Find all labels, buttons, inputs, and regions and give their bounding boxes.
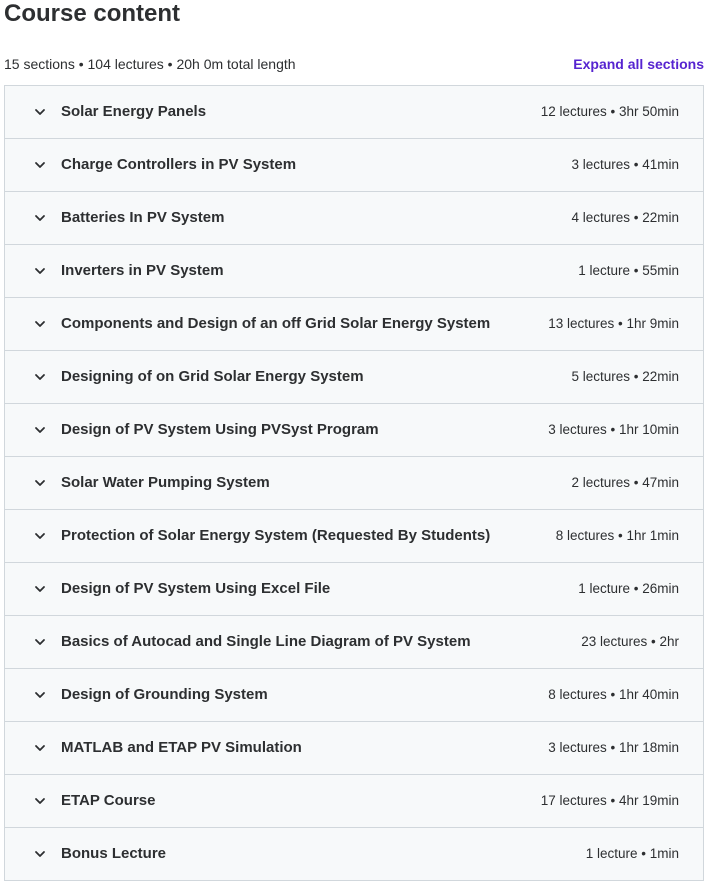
section-list xyxy=(4,85,704,881)
section-title: Components and Design of an off Grid Solar Energy System xyxy=(61,315,491,332)
section-row[interactable] xyxy=(5,775,703,828)
chevron-down-icon[interactable] xyxy=(33,264,47,278)
section-meta: 13 lectures • 1hr 9min xyxy=(548,316,679,331)
section-meta: 3 lectures • 41min xyxy=(571,157,679,172)
chevron-down-icon[interactable] xyxy=(33,317,47,331)
chevron-down-icon[interactable] xyxy=(33,794,47,808)
section-title: Designing of on Grid Solar Energy System xyxy=(61,368,364,385)
section-title: Bonus Lecture xyxy=(61,845,167,862)
chevron-down-icon[interactable] xyxy=(33,688,47,702)
section-row[interactable] xyxy=(5,86,703,139)
section-title: Design of Grounding System xyxy=(61,686,268,703)
section-meta: 12 lectures • 3hr 50min xyxy=(540,104,679,119)
section-title: Charge Controllers in PV System xyxy=(61,156,297,173)
section-title: Basics of Autocad and Single Line Diagram of PV System xyxy=(61,633,471,650)
section-title: Design of PV System Using PVSyst Program xyxy=(61,421,379,438)
chevron-down-icon[interactable] xyxy=(33,741,47,755)
chevron-down-icon[interactable] xyxy=(33,582,47,596)
chevron-down-icon[interactable] xyxy=(33,158,47,172)
section-row[interactable] xyxy=(5,828,703,881)
section-meta: 23 lectures • 2hr xyxy=(581,634,679,649)
section-row[interactable] xyxy=(5,669,703,722)
section-row[interactable] xyxy=(5,457,703,510)
section-meta: 3 lectures • 1hr 18min xyxy=(548,740,679,755)
section-title: Inverters in PV System xyxy=(61,262,224,279)
section-meta: 3 lectures • 1hr 10min xyxy=(548,422,679,437)
section-row[interactable] xyxy=(5,510,703,563)
section-title: MATLAB and ETAP PV Simulation xyxy=(61,739,302,756)
section-title: Solar Energy Panels xyxy=(61,103,207,120)
section-title: Batteries In PV System xyxy=(61,209,225,226)
section-title: ETAP Course xyxy=(61,792,156,809)
section-title: Solar Water Pumping System xyxy=(61,474,270,491)
section-title: Design of PV System Using Excel File xyxy=(61,580,331,597)
course-summary-bar xyxy=(4,55,704,75)
section-row[interactable] xyxy=(5,245,703,298)
chevron-down-icon[interactable] xyxy=(33,635,47,649)
section-row[interactable] xyxy=(5,563,703,616)
section-row[interactable] xyxy=(5,616,703,669)
section-row[interactable] xyxy=(5,404,703,457)
section-meta: 4 lectures • 22min xyxy=(571,210,679,225)
section-title: Protection of Solar Energy System (Requested By Students) xyxy=(61,527,491,544)
course-summary-text: 15 sections • 104 lectures • 20h 0m total length xyxy=(4,56,296,72)
section-meta: 17 lectures • 4hr 19min xyxy=(540,793,679,808)
chevron-down-icon[interactable] xyxy=(33,476,47,490)
section-row[interactable] xyxy=(5,298,703,351)
chevron-down-icon[interactable] xyxy=(33,847,47,861)
section-meta: 1 lecture • 26min xyxy=(578,581,679,596)
section-row[interactable] xyxy=(5,351,703,404)
section-row[interactable] xyxy=(5,722,703,775)
section-meta: 8 lectures • 1hr 1min xyxy=(555,528,679,543)
page-title: Course content xyxy=(4,0,181,27)
section-row[interactable] xyxy=(5,192,703,245)
expand-all-sections-button[interactable]: Expand all sections xyxy=(573,56,704,72)
chevron-down-icon[interactable] xyxy=(33,211,47,225)
section-meta: 5 lectures • 22min xyxy=(571,369,679,384)
section-meta: 1 lecture • 1min xyxy=(585,846,679,861)
section-meta: 2 lectures • 47min xyxy=(571,475,679,490)
section-row[interactable] xyxy=(5,139,703,192)
chevron-down-icon[interactable] xyxy=(33,423,47,437)
chevron-down-icon[interactable] xyxy=(33,529,47,543)
section-meta: 1 lecture • 55min xyxy=(578,263,679,278)
chevron-down-icon[interactable] xyxy=(33,105,47,119)
section-meta: 8 lectures • 1hr 40min xyxy=(548,687,679,702)
chevron-down-icon[interactable] xyxy=(33,370,47,384)
